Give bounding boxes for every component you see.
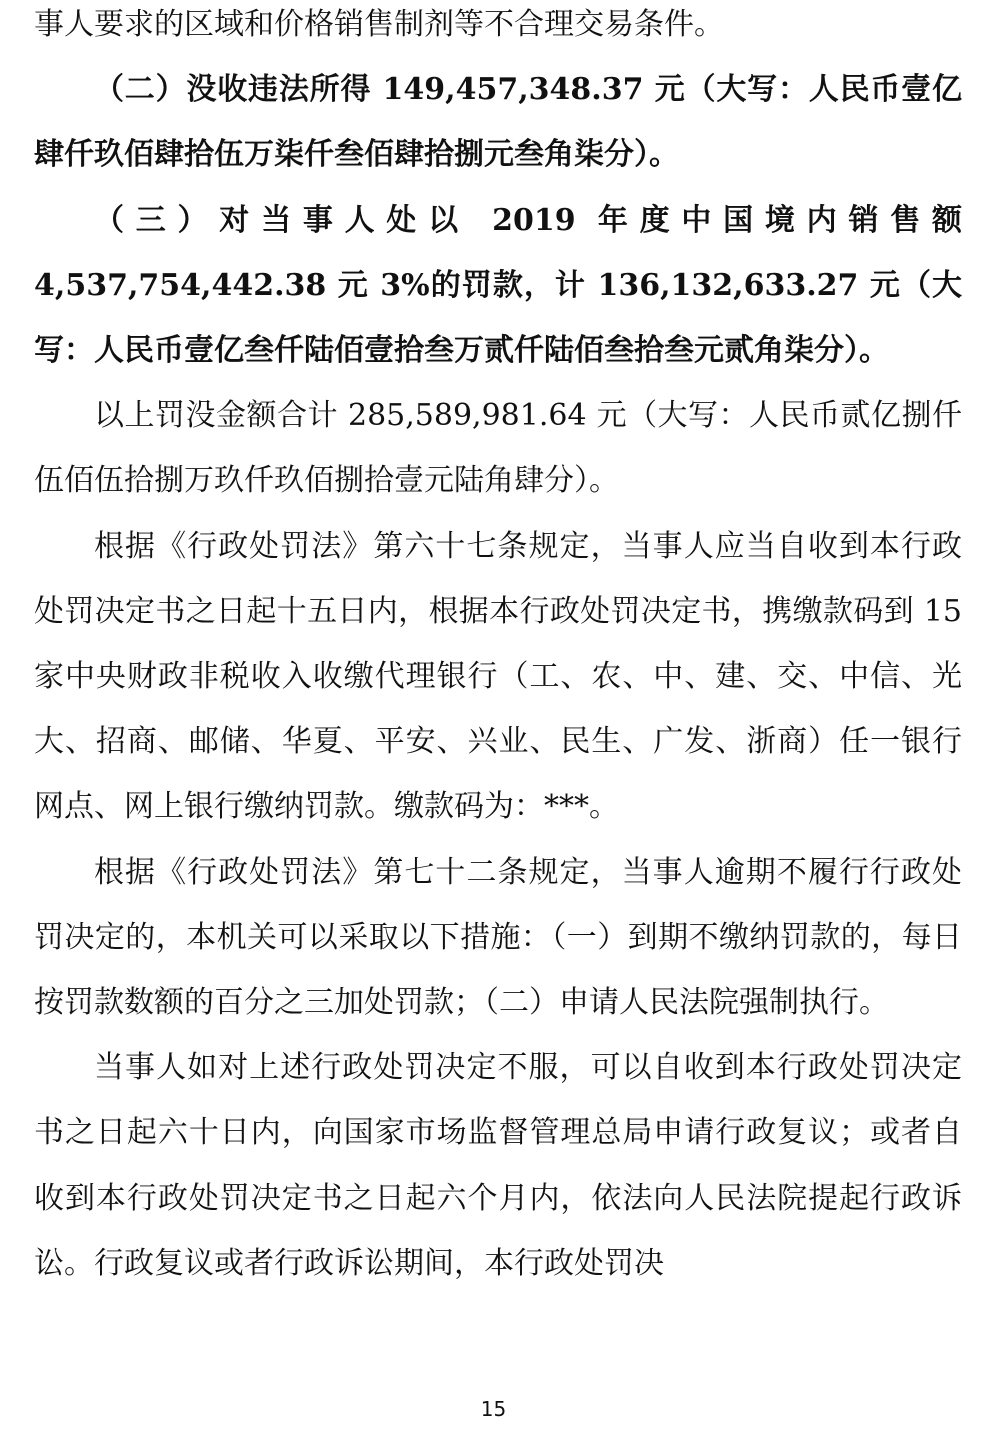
paragraph-continuation: 事人要求的区域和价格销售制剂等不合理交易条件。 [34, 7, 724, 42]
paragraph-total-amount: 以上罚没金额合计 285,589,981.64 元（大写：人民币贰亿捌仟伍佰伍拾捌万玖仟玖佰捌拾壹元陆角肆分）。 [34, 398, 962, 499]
paragraph-confiscation: （二）没收违法所得 149,457,348.37 元（大写：人民币壹亿肆仟玖佰肆拾伍万柒仟叁佰肆拾捌元叁角柒分）。 [34, 72, 962, 173]
paragraph-fine: （三）对当事人处以 2019 年度中国境内销售额 4,537,754,442.38 元 3%的罚款，计 136,132,633.27 元（大写：人民币壹亿叁仟陆佰壹拾叁万贰仟陆佰叁拾叁元贰角柒分）。 [34, 202, 962, 369]
paragraph-appeal-rights: 当事人如对上述行政处罚决定不服，可以自收到本行政处罚决定书之日起六十日内，向国家市场监督管理总局申请行政复议；或者自收到本行政处罚决定书之日起六个月内，依法向人民法院提起行政诉讼。行政复议或者行政诉讼期间，本行政处罚决 [34, 1050, 962, 1281]
paragraph-payment-instructions: 根据《行政处罚法》第六十七条规定，当事人应当自收到本行政处罚决定书之日起十五日内，根据本行政处罚决定书，携缴款码到 15 家中央财政非税收入收缴代理银行（工、农、中、建、交、中信、光大、招商、邮储、华夏、平安、兴业、民生、广发、浙商）任一银行网点、网上银行缴纳罚款。缴款码为：***。 [34, 528, 962, 825]
paragraph-overdue-measures: 根据《行政处罚法》第七十二条规定，当事人逾期不履行行政处罚决定的，本机关可以采取以下措施：（一）到期不缴纳罚款的，每日按罚款数额的百分之三加处罚款；（二）申请人民法院强制执行。 [34, 854, 962, 1021]
page-number: 15 [480, 1397, 507, 1421]
document-body [34, 0, 962, 1296]
